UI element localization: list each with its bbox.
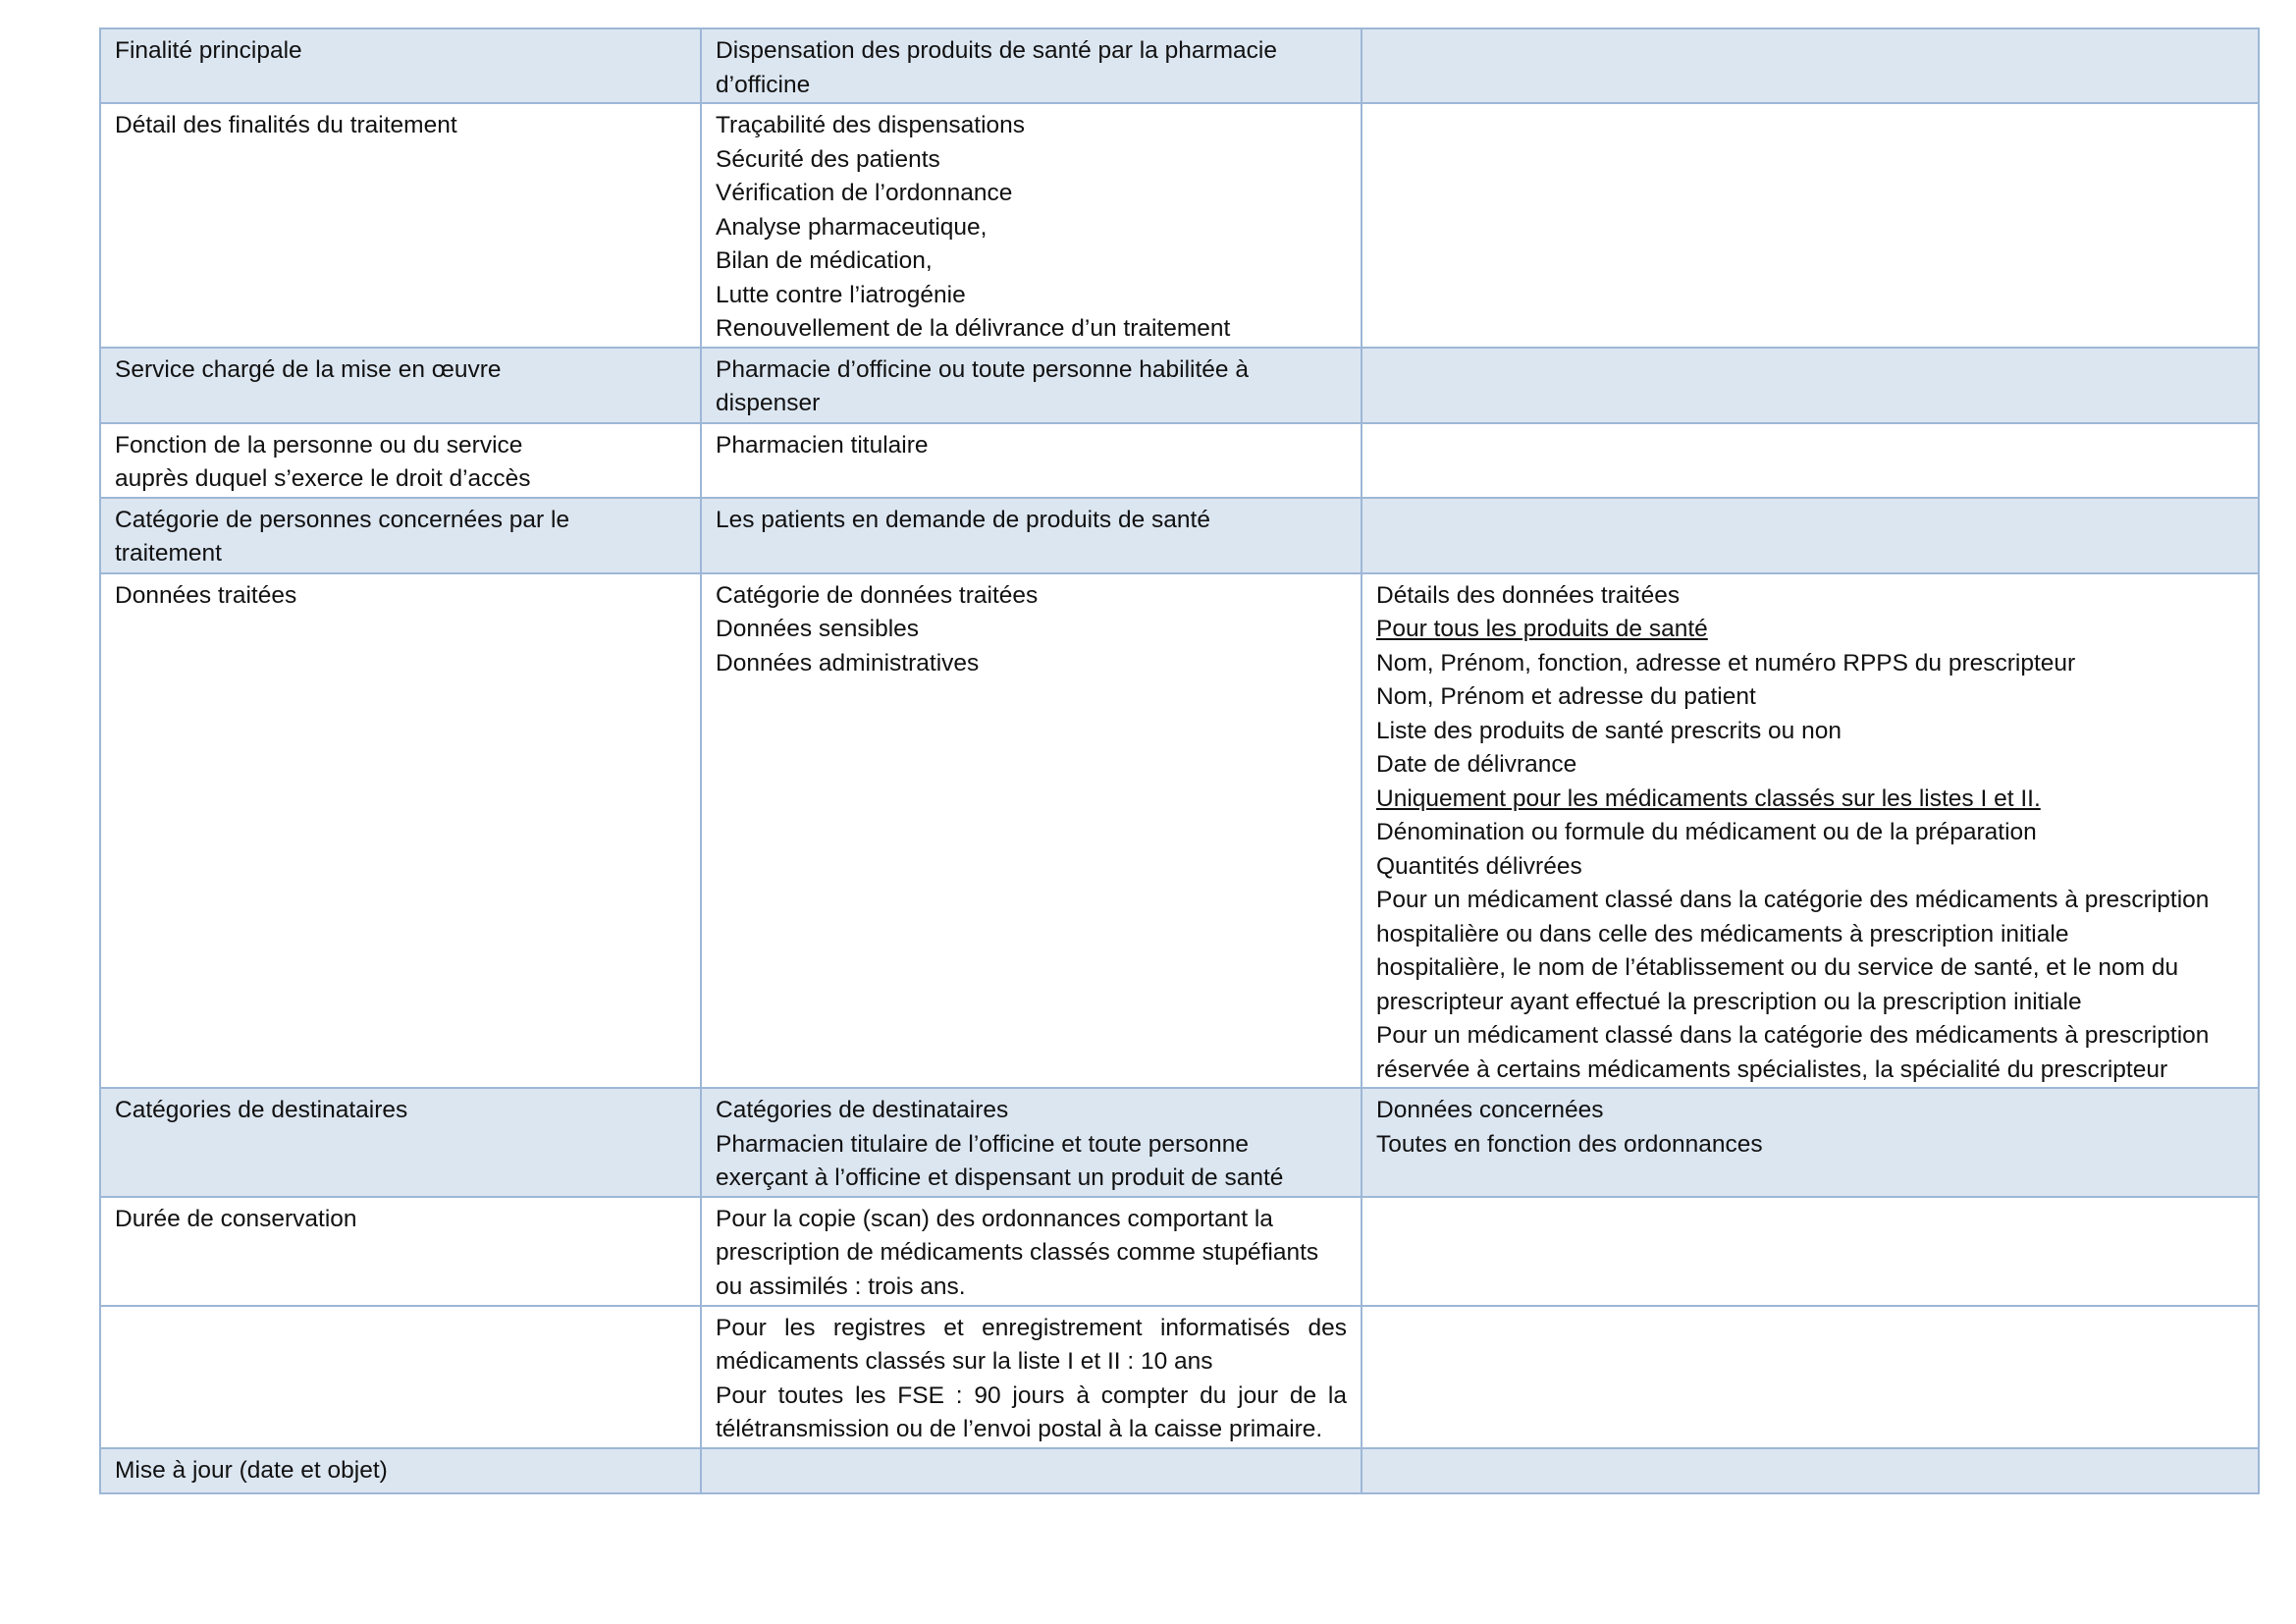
table-row	[100, 103, 2259, 348]
row-label	[100, 103, 701, 348]
row-value	[701, 573, 1362, 1089]
value-line: Renouvellement de la délivrance d’un traitement	[716, 315, 1231, 342]
detail-line: Toutes en fonction des ordonnances	[1376, 1130, 1763, 1158]
value-line: Pharmacien titulaire de l’officine et toute personne	[716, 1130, 1249, 1158]
row-value	[701, 1088, 1362, 1197]
detail-line: Pour un médicament classé dans la catégorie des médicaments à prescription	[1376, 1022, 2210, 1049]
row-detail	[1362, 28, 2259, 103]
detail-line: réservée à certains médicaments spécialistes, la spécialité du prescripteur	[1376, 1056, 2168, 1083]
value-line: Sécurité des patients	[716, 145, 940, 173]
value-line: Données administratives	[716, 649, 980, 677]
row-value	[701, 1197, 1362, 1306]
table-row	[100, 28, 2259, 103]
row-value	[701, 498, 1362, 573]
table-row	[100, 423, 2259, 498]
row-label-text: Finalité principale	[115, 37, 302, 64]
row-label	[100, 573, 701, 1089]
detail-subheading: Uniquement pour les médicaments classés sur les listes I et II.	[1376, 785, 2041, 812]
table-row	[100, 498, 2259, 573]
row-value	[701, 423, 1362, 498]
row-label	[100, 423, 701, 498]
detail-line: Détails des données traitées	[1376, 581, 1681, 609]
detail-line: Dénomination ou formule du médicament ou de la préparation	[1376, 819, 2037, 845]
value-line: Analyse pharmaceutique,	[716, 213, 988, 241]
row-detail	[1362, 1197, 2259, 1306]
row-label-text: Service chargé de la mise en œuvre	[115, 355, 502, 383]
row-value	[701, 1448, 1362, 1493]
detail-subheading: Pour tous les produits de santé	[1376, 616, 1708, 642]
detail-line: Nom, Prénom et adresse du patient	[1376, 683, 1756, 710]
value-paragraph: Pour toutes les FSE : 90 jours à compter du jour de la télétransmission ou de l’envoi postal à la caisse primaire.	[716, 1381, 1347, 1442]
row-label	[100, 498, 701, 573]
row-label	[100, 1306, 701, 1448]
detail-line: prescripteur ayant effectué la prescription ou la prescription initiale	[1376, 988, 2082, 1015]
processing-register-table	[99, 27, 2260, 1494]
row-value	[701, 348, 1362, 423]
row-label-text: Détail des finalités du traitement	[115, 112, 457, 138]
detail-line: hospitalière, le nom de l’établissement ou du service de santé, et le nom du	[1376, 954, 2179, 981]
row-label-text: Mise à jour (date et objet)	[115, 1456, 388, 1484]
value-line: Pharmacien titulaire	[716, 431, 929, 459]
detail-line: Quantités délivrées	[1376, 852, 1582, 880]
detail-line: Liste des produits de santé prescrits ou non	[1376, 717, 1842, 744]
row-label-text: Données traitées	[115, 581, 297, 609]
row-detail	[1362, 573, 2259, 1089]
table-row	[100, 1197, 2259, 1306]
row-value	[701, 1306, 1362, 1448]
row-label-text: Catégorie de personnes concernées par le	[115, 506, 570, 533]
value-line: Les patients en demande de produits de santé	[716, 506, 1210, 533]
value-line: Lutte contre l’iatrogénie	[716, 281, 966, 308]
detail-line: Données concernées	[1376, 1097, 1604, 1123]
row-detail	[1362, 348, 2259, 423]
row-label	[100, 1088, 701, 1197]
row-label-text: Catégories de destinataires	[115, 1097, 408, 1123]
row-detail	[1362, 423, 2259, 498]
value-line: Traçabilité des dispensations	[716, 112, 1026, 138]
value-line: ou assimilés : trois ans.	[716, 1272, 966, 1300]
value-line: prescription de médicaments classés comme stupéfiants	[716, 1239, 1319, 1266]
row-detail	[1362, 498, 2259, 573]
row-label-text: traitement	[115, 540, 222, 567]
value-line: Pour la copie (scan) des ordonnances comportant la	[716, 1205, 1273, 1232]
table-row	[100, 348, 2259, 423]
value-line: Pharmacie d’officine ou toute personne habilitée à	[716, 355, 1249, 383]
row-label-text: Durée de conservation	[115, 1205, 357, 1232]
row-label	[100, 348, 701, 423]
table-row	[100, 1448, 2259, 1493]
value-line: Catégorie de données traitées	[716, 581, 1039, 609]
detail-line: Nom, Prénom, fonction, adresse et numéro RPPS du prescripteur	[1376, 649, 2076, 677]
row-value	[701, 28, 1362, 103]
row-label	[100, 1448, 701, 1493]
row-label	[100, 28, 701, 103]
value-line: Données sensibles	[716, 616, 920, 642]
value-line: Catégories de destinataires	[716, 1097, 1009, 1123]
row-label	[100, 1197, 701, 1306]
table-row	[100, 1306, 2259, 1448]
row-detail	[1362, 1088, 2259, 1197]
row-label-text: auprès duquel s’exerce le droit d’accès	[115, 465, 531, 492]
value-line: Bilan de médication,	[716, 247, 933, 274]
value-line: Dispensation des produits de santé par la pharmacie	[716, 37, 1278, 64]
detail-line: hospitalière ou dans celle des médicaments à prescription initiale	[1376, 920, 2069, 947]
detail-line: Date de délivrance	[1376, 751, 1577, 778]
row-label-text: Fonction de la personne ou du service	[115, 431, 523, 459]
row-detail	[1362, 1306, 2259, 1448]
row-detail	[1362, 103, 2259, 348]
detail-line: Pour un médicament classé dans la catégorie des médicaments à prescription	[1376, 887, 2210, 913]
table-row	[100, 1088, 2259, 1197]
row-detail	[1362, 1448, 2259, 1493]
value-paragraph: Pour les registres et enregistrement informatisés des médicaments classés sur la liste I et II : 10 ans	[716, 1314, 1347, 1375]
row-value	[701, 103, 1362, 348]
table-row	[100, 573, 2259, 1089]
value-line: d’officine	[716, 71, 811, 98]
value-line: Vérification de l’ordonnance	[716, 180, 1013, 206]
value-line: dispenser	[716, 390, 821, 416]
value-line: exerçant à l’officine et dispensant un produit de santé	[716, 1164, 1284, 1191]
